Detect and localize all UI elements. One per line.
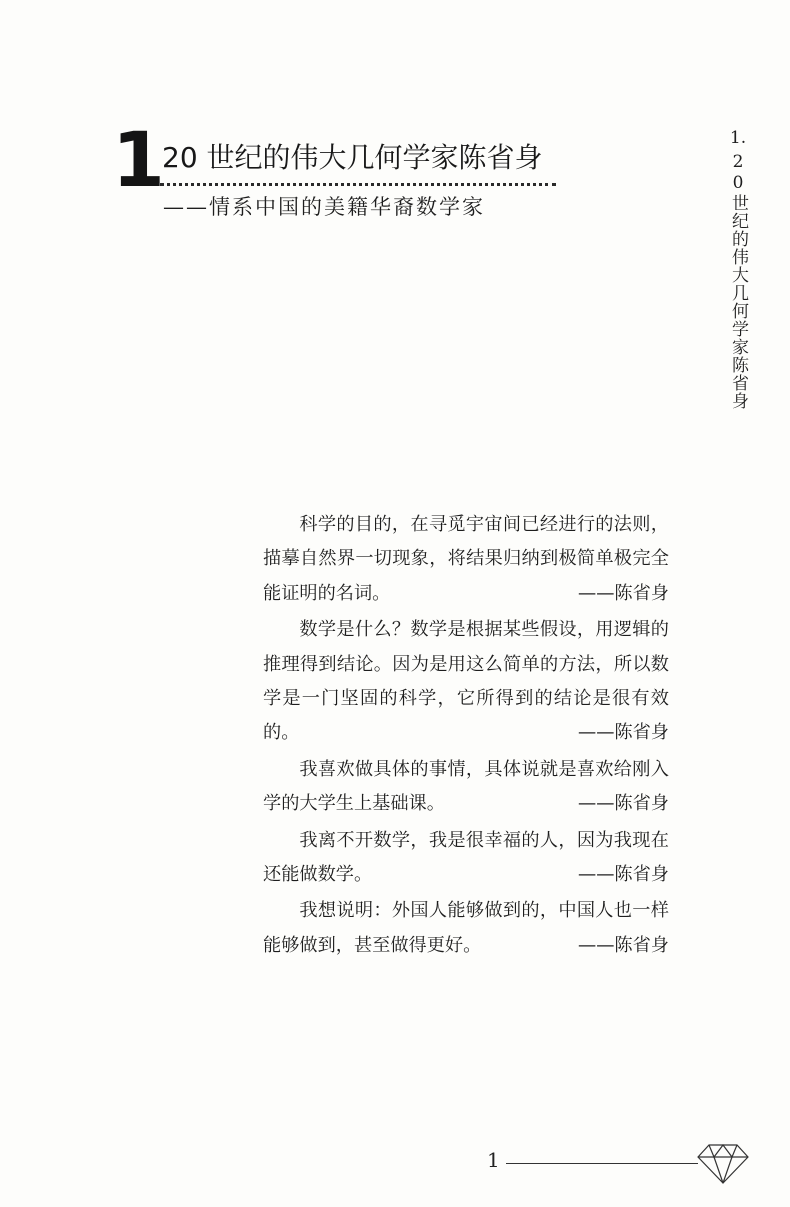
chapter-number: 1 <box>112 115 165 204</box>
chapter-title: 20 世纪的伟大几何学家陈省身 <box>162 141 543 174</box>
chapter-subtitle: ——情系中国的美籍华裔数学家 <box>163 195 485 219</box>
quote-item <box>263 613 669 751</box>
quote-item <box>263 894 669 963</box>
quote-attribution: ——陈省身 <box>578 793 669 815</box>
quote-attribution: ——陈省身 <box>578 722 669 744</box>
page-number: 1 <box>487 1148 500 1172</box>
quote-attribution: ——陈省身 <box>578 864 669 886</box>
quote-list <box>263 508 669 965</box>
running-head-number: 1. <box>729 128 747 148</box>
quote-text: 我离不开数学，我是很幸福的人，因为我现在还能做数学。 <box>263 829 669 886</box>
footer-rule <box>506 1163 698 1164</box>
quote-text: 科学的目的，在寻觅宇宙间已经进行的法则，描摹自然界一切现象，将结果归纳到极简单极完全能证明的名词。 <box>263 514 669 604</box>
quote-attribution: ——陈省身 <box>578 582 669 604</box>
running-head <box>716 128 760 410</box>
quote-item <box>263 824 669 893</box>
quote-item <box>263 753 669 822</box>
quote-attribution: ——陈省身 <box>578 934 669 956</box>
running-head-title: 20世纪的伟大几何学家陈省身 <box>728 152 748 410</box>
quote-text: 数学是什么？数学是根据某些假设，用逻辑的推理得到结论。因为是用这么简单的方法，所以数学是一门坚固的科学，它所得到的结论是很有效的。 <box>263 619 669 744</box>
quote-text: 我想说明：外国人能够做到的，中国人也一样能够做到，甚至做得更好。 <box>263 900 669 956</box>
title-dotted-rule <box>160 183 556 186</box>
quote-text: 我喜欢做具体的事情，具体说就是喜欢给刚入学的大学生上基础课。 <box>263 758 669 815</box>
quote-item <box>263 508 669 611</box>
diamond-icon <box>696 1141 750 1185</box>
